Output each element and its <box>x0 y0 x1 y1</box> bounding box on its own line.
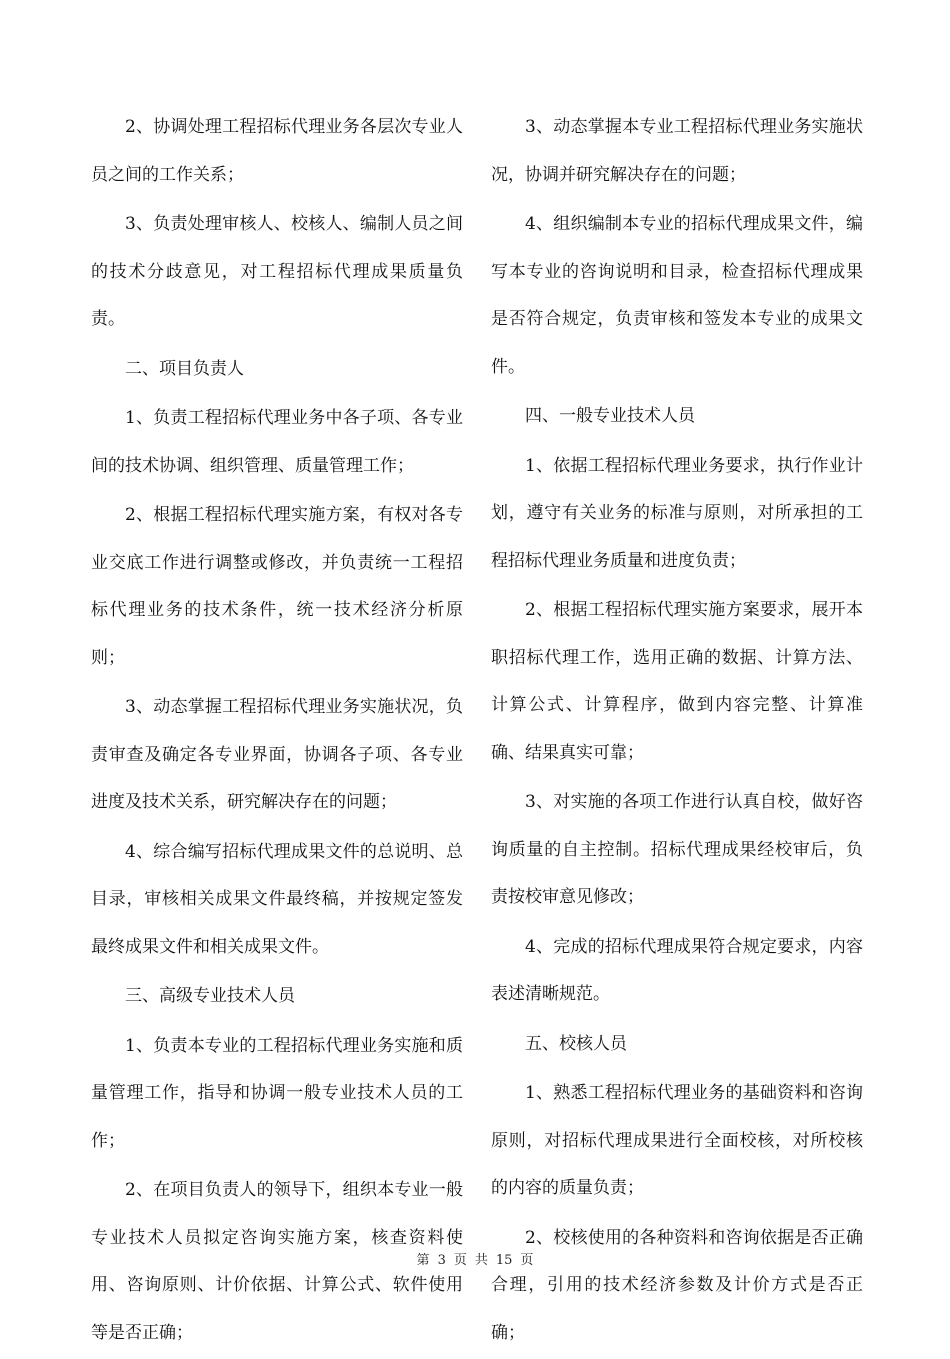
paragraph: 1、负责工程招标代理业务中各子项、各专业间的技术协调、组织管理、质量管理工作； <box>91 408 463 476</box>
right-column <box>491 104 863 1359</box>
paragraph: 4、组织编制本专业的招标代理成果文件，编写本专业的咨询说明和目录，检查招标代理成果是否符合规定，负责审核和签发本专业的成果文件。 <box>491 214 863 377</box>
footer-page-label: 页 <box>453 1253 467 1268</box>
section-heading: 三、高级专业技术人员 <box>125 986 295 1006</box>
paragraph: 1、熟悉工程招标代理业务的基础资料和咨询原则，对招标代理成果进行全面校核，对所校核的内容的质量负责； <box>491 1083 863 1198</box>
section-heading: 四、一般专业技术人员 <box>525 406 695 426</box>
footer-total-label: 共 <box>474 1253 488 1268</box>
paragraph: 3、动态掌握工程招标代理业务实施状况，负责审查及确定各专业界面，协调各子项、各专业进度及技术关系，研究解决存在的问题； <box>91 697 463 812</box>
paragraph: 4、综合编写招标代理成果文件的总说明、总目录，审核相关成果文件最终稿，并按规定签发最终成果文件和相关成果文件。 <box>91 841 463 957</box>
paragraph: 1、依据工程招标代理业务要求，执行作业计划，遵守有关业务的标准与原则，对所承担的工程招标代理业务质量和进度负责； <box>491 455 863 571</box>
page-number: 3 <box>437 1253 446 1268</box>
footer-suffix: 页 <box>520 1253 534 1268</box>
paragraph: 2、根据工程招标代理实施方案要求，展开本职招标代理工作，选用正确的数据、计算方法、计算公式、计算程序，做到内容完整、计算准确、结果真实可靠； <box>491 600 863 763</box>
paragraph: 3、对实施的各项工作进行认真自校，做好咨询质量的自主控制。招标代理成果经校审后，负责按校审意见修改； <box>491 792 863 907</box>
paragraph: 4、完成的招标代理成果符合规定要求，内容表述清晰规范。 <box>491 936 863 1004</box>
paragraph: 3、动态掌握本专业工程招标代理业务实施状况，协调并研究解决存在的问题； <box>491 117 863 185</box>
left-column <box>91 104 463 1359</box>
section-heading: 五、校核人员 <box>525 1033 627 1054</box>
footer-prefix: 第 <box>416 1253 430 1268</box>
paragraph: 2、在项目负责人的领导下，组织本专业一般专业技术人员拟定咨询实施方案，核查资料使用、咨询原则、计价依据、计算公式、软件使用等是否正确； <box>91 1180 463 1343</box>
page-footer <box>0 1249 950 1268</box>
paragraph: 2、校核使用的各种资料和咨询依据是否正确合理，引用的技术经济参数及计价方式是否正确； <box>491 1227 863 1343</box>
section-heading: 二、项目负责人 <box>125 358 244 379</box>
total-pages: 15 <box>495 1253 513 1268</box>
paragraph: 3、负责处理审核人、校核人、编制人员之间的技术分歧意见，对工程招标代理成果质量负责。 <box>91 214 463 329</box>
paragraph: 1、负责本专业的工程招标代理业务实施和质量管理工作，指导和协调一般专业技术人员的工作； <box>91 1035 463 1151</box>
paragraph: 2、根据工程招标代理实施方案，有权对各专业交底工作进行调整或修改，并负责统一工程招标代理业务的技术条件，统一技术经济分析原则； <box>91 505 463 668</box>
paragraph: 2、协调处理工程招标代理业务各层次专业人员之间的工作关系； <box>91 117 463 185</box>
